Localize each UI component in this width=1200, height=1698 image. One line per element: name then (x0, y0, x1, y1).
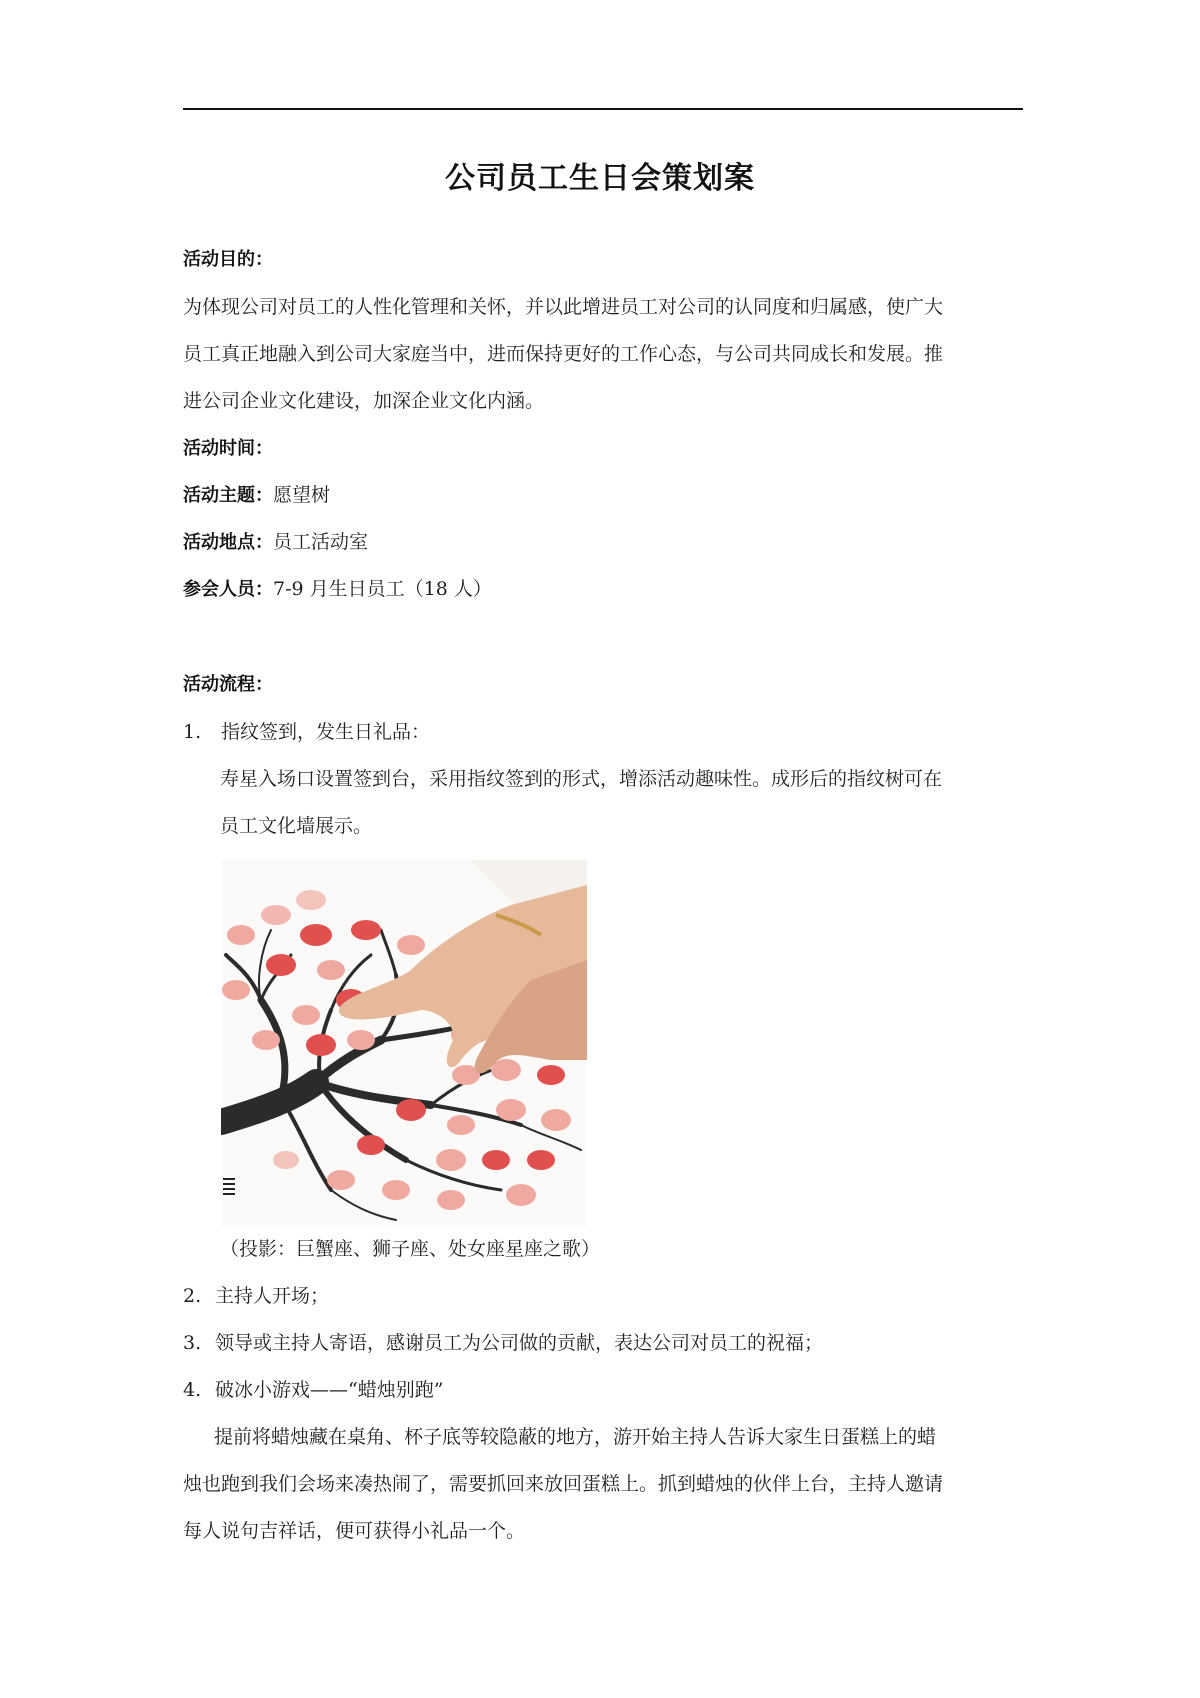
flow-item-4 (183, 1375, 443, 1405)
flow-item-text: 破冰小游戏——“蜡烛别跑” (215, 1379, 444, 1401)
theme-row (183, 480, 330, 511)
header-rule (183, 108, 1023, 110)
venue-row (183, 527, 368, 558)
flow-item-3 (183, 1328, 823, 1358)
flow-item-1-detail-2: 员工文化墙展示。 (220, 815, 373, 837)
theme-value: 愿望树 (273, 484, 331, 506)
photo-caption: （投影：巨蟹座、狮子座、处女座星座之歌） (220, 1238, 601, 1260)
venue-label: 活动地点： (183, 532, 273, 553)
flow-heading: 活动流程： (183, 674, 273, 695)
time-row (183, 433, 273, 464)
flow-item-text: 指纹签到，发生日礼品： (221, 721, 431, 743)
flow-item-4-detail-3: 每人说句吉祥话，便可获得小礼品一个。 (183, 1520, 526, 1542)
time-label: 活动时间： (183, 438, 273, 459)
flow-item-1-detail-1: 寿星入场口设置签到台，采用指纹签到的形式，增添活动趣味性。成形后的指纹树可在 (220, 768, 943, 790)
purpose-line-1: 为体现公司对员工的人性化管理和关怀，并以此增进员工对公司的认同度和归属感，使广大 (183, 296, 944, 318)
flow-item-1 (183, 717, 430, 747)
participants-row (183, 574, 492, 605)
fingerprint-tree-photo (221, 860, 587, 1227)
document-title: 公司员工生日会策划案 (445, 161, 755, 196)
flow-item-4-detail-1: 提前将蜡烛藏在桌角、杯子底等较隐蔽的地方，游开始主持人告诉大家生日蛋糕上的蜡 (214, 1426, 937, 1448)
purpose-line-2: 员工真正地融入到公司大家庭当中，进而保持更好的工作心态，与公司共同成长和发展。推 (183, 343, 944, 365)
flow-item-number: 3. (183, 1332, 202, 1354)
participants-value: 7-9 月生日员工（18 人） (273, 578, 492, 600)
purpose-heading: 活动目的： (183, 249, 273, 270)
flow-item-text: 领导或主持人寄语，感谢员工为公司做的贡献，表达公司对员工的祝福； (215, 1332, 824, 1354)
venue-value: 员工活动室 (273, 531, 369, 553)
flow-item-4-detail-2: 烛也跑到我们会场来凑热闹了，需要抓回来放回蛋糕上。抓到蜡烛的伙伴上台，主持人邀请 (183, 1473, 944, 1495)
participants-label: 参会人员： (183, 579, 273, 600)
theme-label: 活动主题： (183, 485, 273, 506)
flow-item-number: 1. (183, 721, 202, 743)
flow-item-number: 4. (183, 1379, 202, 1401)
flow-item-2 (183, 1281, 329, 1311)
purpose-line-3: 进公司企业文化建设，加深企业文化内涵。 (183, 390, 545, 412)
fingerprint-tree-illustration (221, 860, 587, 1227)
flow-item-number: 2. (183, 1285, 202, 1307)
flow-item-text: 主持人开场； (215, 1285, 330, 1307)
